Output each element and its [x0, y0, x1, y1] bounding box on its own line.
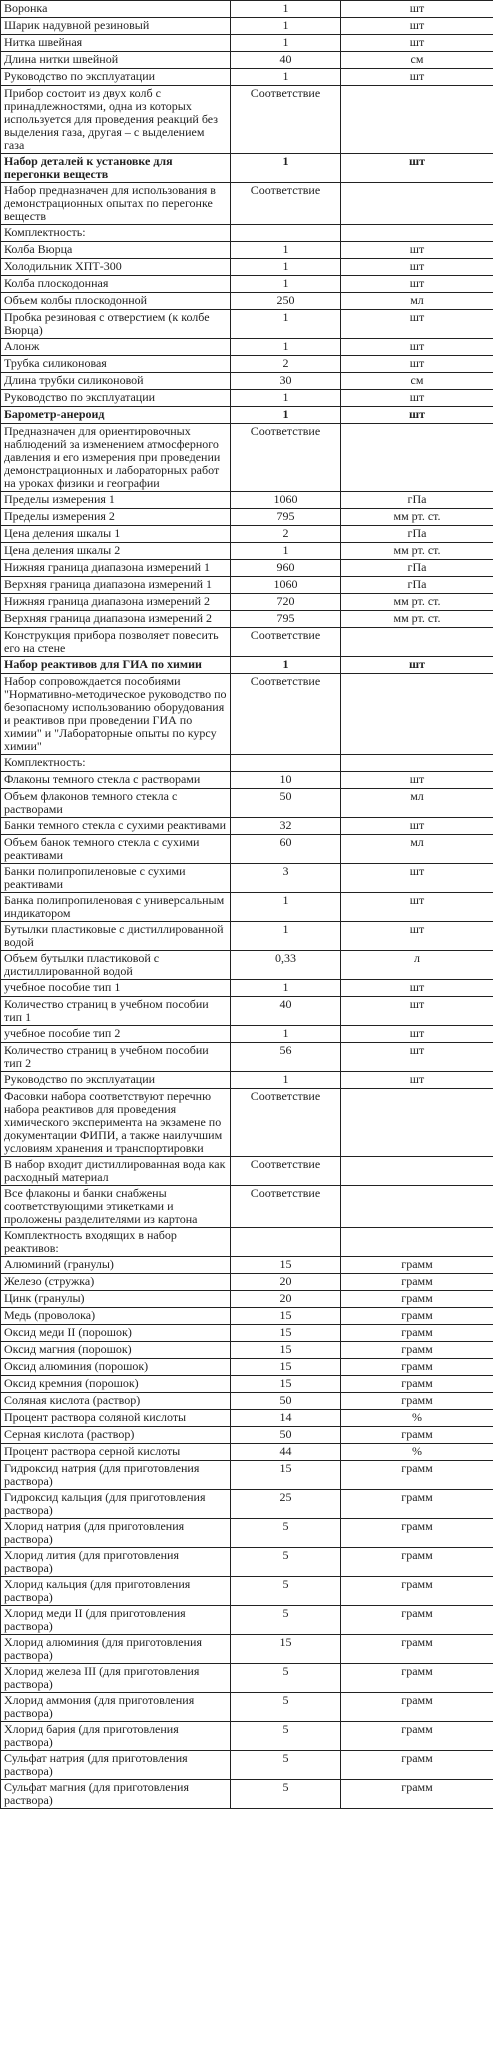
cell-name: Гидроксид кальция (для приготовления раствора) — [1, 1490, 231, 1519]
table-row — [1, 86, 493, 154]
cell-unit: грамм — [341, 1274, 493, 1291]
cell-name: Объем колбы плоскодонной — [1, 293, 231, 310]
table-row — [1, 1342, 493, 1359]
cell-unit: мл — [341, 835, 493, 864]
cell-unit: шт — [341, 242, 493, 259]
cell-unit: мм рт. ст. — [341, 611, 493, 628]
cell-value: 2 — [231, 356, 341, 373]
cell-unit: шт — [341, 864, 493, 893]
cell-name: Руководство по эксплуатации — [1, 390, 231, 407]
cell-name: Трубка силиконовая — [1, 356, 231, 373]
cell-value: Соответствие — [231, 1186, 341, 1228]
cell-value: 1 — [231, 242, 341, 259]
cell-unit: шт — [341, 310, 493, 339]
table-row — [1, 922, 493, 951]
cell-unit: грамм — [341, 1577, 493, 1606]
cell-name: Хлорид железа III (для приготовления раствора) — [1, 1664, 231, 1693]
cell-value: 5 — [231, 1693, 341, 1722]
cell-unit: мл — [341, 789, 493, 818]
cell-unit: грамм — [341, 1635, 493, 1664]
cell-value: 20 — [231, 1274, 341, 1291]
cell-unit: грамм — [341, 1693, 493, 1722]
cell-unit: шт — [341, 818, 493, 835]
table-row — [1, 1461, 493, 1490]
table-row — [1, 1780, 493, 1809]
table-row — [1, 1089, 493, 1157]
cell-name: Холодильник ХПТ-300 — [1, 259, 231, 276]
cell-value: 15 — [231, 1342, 341, 1359]
cell-value: 1 — [231, 980, 341, 997]
table-row — [1, 864, 493, 893]
cell-name: Нитка швейная — [1, 35, 231, 52]
cell-value: 795 — [231, 509, 341, 526]
table-row — [1, 1577, 493, 1606]
cell-value: 1060 — [231, 577, 341, 594]
table-row — [1, 772, 493, 789]
cell-name: Объем флаконов темного стекла с растворами — [1, 789, 231, 818]
cell-value: 15 — [231, 1308, 341, 1325]
table-row — [1, 674, 493, 755]
table-row — [1, 1376, 493, 1393]
cell-value: 1060 — [231, 492, 341, 509]
cell-name: Все флаконы и банки снабжены соответствующими этикетками и проложены разделителями из картона — [1, 1186, 231, 1228]
table-row — [1, 1, 493, 18]
cell-unit: грамм — [341, 1257, 493, 1274]
cell-value: 1 — [231, 69, 341, 86]
table-row — [1, 339, 493, 356]
table-row — [1, 628, 493, 657]
cell-unit: грамм — [341, 1606, 493, 1635]
cell-value: 5 — [231, 1548, 341, 1577]
table-row — [1, 373, 493, 390]
cell-unit: шт — [341, 154, 493, 183]
cell-value: 1 — [231, 922, 341, 951]
cell-unit: грамм — [341, 1427, 493, 1444]
cell-value: 1 — [231, 259, 341, 276]
cell-value: 795 — [231, 611, 341, 628]
table-row — [1, 310, 493, 339]
table-row — [1, 997, 493, 1026]
cell-value: 40 — [231, 52, 341, 69]
cell-name: Руководство по эксплуатации — [1, 1072, 231, 1089]
table-row — [1, 1722, 493, 1751]
cell-name: Набор предназначен для использования в демонстрационных опытах по перегонке веществ — [1, 183, 231, 225]
cell-name: Медь (проволока) — [1, 1308, 231, 1325]
cell-unit — [341, 674, 493, 755]
cell-unit: л — [341, 951, 493, 980]
cell-name: Цена деления шкалы 2 — [1, 543, 231, 560]
cell-value: 50 — [231, 789, 341, 818]
cell-value: 5 — [231, 1780, 341, 1809]
cell-name: Серная кислота (раствор) — [1, 1427, 231, 1444]
cell-value: 2 — [231, 526, 341, 543]
table-row — [1, 818, 493, 835]
table-row — [1, 1635, 493, 1664]
cell-name: Оксид кремния (порошок) — [1, 1376, 231, 1393]
cell-unit — [341, 1157, 493, 1186]
table-row — [1, 356, 493, 373]
cell-unit: грамм — [341, 1359, 493, 1376]
cell-name: Хлорид бария (для приготовления раствора) — [1, 1722, 231, 1751]
table-row — [1, 1548, 493, 1577]
table-row — [1, 276, 493, 293]
cell-value: 1 — [231, 339, 341, 356]
table-row — [1, 1693, 493, 1722]
cell-name: Алюминий (гранулы) — [1, 1257, 231, 1274]
table-row — [1, 1274, 493, 1291]
table-row — [1, 543, 493, 560]
cell-name: Цена деления шкалы 1 — [1, 526, 231, 543]
cell-unit: грамм — [341, 1548, 493, 1577]
table-row — [1, 509, 493, 526]
cell-value: 56 — [231, 1043, 341, 1072]
cell-name: Пределы измерения 2 — [1, 509, 231, 526]
cell-value: Соответствие — [231, 183, 341, 225]
table-row — [1, 1427, 493, 1444]
cell-value: 1 — [231, 18, 341, 35]
cell-name: Комплектность: — [1, 755, 231, 772]
cell-name: Длина нитки швейной — [1, 52, 231, 69]
table-row — [1, 611, 493, 628]
cell-value: 15 — [231, 1257, 341, 1274]
cell-value: 1 — [231, 310, 341, 339]
cell-name: Барометр-анероид — [1, 407, 231, 424]
cell-name: Хлорид кальция (для приготовления раствора) — [1, 1577, 231, 1606]
cell-name: Воронка — [1, 1, 231, 18]
table-row — [1, 225, 493, 242]
cell-name: В набор входит дистиллированная вода как расходный материал — [1, 1157, 231, 1186]
cell-value: 10 — [231, 772, 341, 789]
cell-value: 5 — [231, 1751, 341, 1780]
cell-name: Длина трубки силиконовой — [1, 373, 231, 390]
cell-value: 60 — [231, 835, 341, 864]
cell-unit: шт — [341, 390, 493, 407]
cell-value: 5 — [231, 1664, 341, 1693]
cell-unit: грамм — [341, 1376, 493, 1393]
cell-unit — [341, 628, 493, 657]
table-row — [1, 577, 493, 594]
cell-value: 1 — [231, 276, 341, 293]
table-row — [1, 1072, 493, 1089]
cell-name: Оксид магния (порошок) — [1, 1342, 231, 1359]
table-row — [1, 789, 493, 818]
cell-value: 15 — [231, 1635, 341, 1664]
cell-name: Объем бутылки пластиковой с дистиллированной водой — [1, 951, 231, 980]
cell-unit: шт — [341, 772, 493, 789]
cell-value: 1 — [231, 1, 341, 18]
cell-unit: шт — [341, 1043, 493, 1072]
cell-value: 5 — [231, 1519, 341, 1548]
cell-unit: грамм — [341, 1722, 493, 1751]
cell-value: 50 — [231, 1427, 341, 1444]
cell-name: Оксид алюминия (порошок) — [1, 1359, 231, 1376]
cell-unit: см — [341, 373, 493, 390]
cell-unit: % — [341, 1444, 493, 1461]
cell-value: 1 — [231, 35, 341, 52]
cell-unit: гПа — [341, 577, 493, 594]
cell-value — [231, 225, 341, 242]
cell-name: Бутылки пластиковые с дистиллированной водой — [1, 922, 231, 951]
cell-unit: шт — [341, 339, 493, 356]
cell-unit: мм рт. ст. — [341, 509, 493, 526]
table-row — [1, 424, 493, 492]
table-row — [1, 1257, 493, 1274]
table-row — [1, 1410, 493, 1427]
cell-unit: гПа — [341, 492, 493, 509]
cell-name: Объем банок темного стекла с сухими реактивами — [1, 835, 231, 864]
cell-unit: шт — [341, 35, 493, 52]
cell-name: Железо (стружка) — [1, 1274, 231, 1291]
cell-unit: грамм — [341, 1393, 493, 1410]
cell-value: Соответствие — [231, 424, 341, 492]
cell-name: Верхняя граница диапазона измерений 1 — [1, 577, 231, 594]
cell-unit: грамм — [341, 1308, 493, 1325]
cell-name: Колба плоскодонная — [1, 276, 231, 293]
cell-name: Флаконы темного стекла с растворами — [1, 772, 231, 789]
cell-value: 0,33 — [231, 951, 341, 980]
cell-name: Хлорид лития (для приготовления раствора) — [1, 1548, 231, 1577]
table-row — [1, 242, 493, 259]
cell-unit: мл — [341, 293, 493, 310]
cell-value: Соответствие — [231, 674, 341, 755]
cell-value: 1 — [231, 543, 341, 560]
cell-unit: шт — [341, 1072, 493, 1089]
cell-name: Банки полипропиленовые с сухими реактивами — [1, 864, 231, 893]
cell-value: 15 — [231, 1359, 341, 1376]
cell-name: Цинк (гранулы) — [1, 1291, 231, 1308]
cell-value: 15 — [231, 1376, 341, 1393]
cell-name: Хлорид аммония (для приготовления раствора) — [1, 1693, 231, 1722]
table-row — [1, 526, 493, 543]
cell-value: 44 — [231, 1444, 341, 1461]
cell-unit: шт — [341, 69, 493, 86]
cell-value: 1 — [231, 893, 341, 922]
cell-name: Хлорид алюминия (для приготовления раствора) — [1, 1635, 231, 1664]
cell-name: Набор реактивов для ГИА по химии — [1, 657, 231, 674]
cell-name: Комплектность входящих в набор реактивов: — [1, 1228, 231, 1257]
table-row — [1, 657, 493, 674]
cell-name: Колба Вюрца — [1, 242, 231, 259]
table-row — [1, 1043, 493, 1072]
cell-value: Соответствие — [231, 628, 341, 657]
cell-unit: шт — [341, 997, 493, 1026]
cell-name: Количество страниц в учебном пособии тип 2 — [1, 1043, 231, 1072]
table-row — [1, 35, 493, 52]
cell-unit: шт — [341, 1026, 493, 1043]
table-row — [1, 1606, 493, 1635]
cell-unit — [341, 225, 493, 242]
cell-unit: шт — [341, 657, 493, 674]
table-row — [1, 1157, 493, 1186]
cell-name: Набор деталей к установке для перегонки веществ — [1, 154, 231, 183]
table-row — [1, 594, 493, 611]
table-row — [1, 1393, 493, 1410]
cell-name: Гидроксид натрия (для приготовления раствора) — [1, 1461, 231, 1490]
cell-value: 5 — [231, 1606, 341, 1635]
cell-unit: шт — [341, 922, 493, 951]
cell-name: Нижняя граница диапазона измерений 2 — [1, 594, 231, 611]
cell-unit: грамм — [341, 1780, 493, 1809]
table-row — [1, 951, 493, 980]
table-row — [1, 1026, 493, 1043]
cell-unit: грамм — [341, 1291, 493, 1308]
specification-table-body — [1, 1, 493, 1809]
table-row — [1, 1444, 493, 1461]
cell-unit: шт — [341, 1, 493, 18]
table-row — [1, 560, 493, 577]
cell-value — [231, 1228, 341, 1257]
cell-value: 250 — [231, 293, 341, 310]
cell-unit: грамм — [341, 1490, 493, 1519]
cell-value: 1 — [231, 154, 341, 183]
cell-unit — [341, 424, 493, 492]
cell-name: Сульфат магния (для приготовления раствора) — [1, 1780, 231, 1809]
cell-value: 40 — [231, 997, 341, 1026]
cell-unit: шт — [341, 259, 493, 276]
cell-name: Соляная кислота (раствор) — [1, 1393, 231, 1410]
table-row — [1, 1308, 493, 1325]
cell-unit: мм рт. ст. — [341, 594, 493, 611]
table-row — [1, 1751, 493, 1780]
table-row — [1, 1359, 493, 1376]
cell-value: Соответствие — [231, 1089, 341, 1157]
cell-unit — [341, 1186, 493, 1228]
cell-name: Хлорид меди II (для приготовления раствора) — [1, 1606, 231, 1635]
cell-value: 20 — [231, 1291, 341, 1308]
cell-name: Верхняя граница диапазона измерений 2 — [1, 611, 231, 628]
cell-name: Прибор состоит из двух колб с принадлежностями, одна из которых используется для проведения реакций без выделения газа, другая – с выделением газа — [1, 86, 231, 154]
table-row — [1, 755, 493, 772]
cell-unit: грамм — [341, 1664, 493, 1693]
cell-unit: гПа — [341, 526, 493, 543]
table-row — [1, 1228, 493, 1257]
cell-unit: шт — [341, 980, 493, 997]
cell-unit — [341, 1228, 493, 1257]
cell-unit: гПа — [341, 560, 493, 577]
cell-value: 25 — [231, 1490, 341, 1519]
cell-value: 50 — [231, 1393, 341, 1410]
cell-value: 5 — [231, 1577, 341, 1606]
cell-name: Комплектность: — [1, 225, 231, 242]
table-row — [1, 183, 493, 225]
cell-name: Набор сопровождается пособиями "Нормативно-методическое руководство по безопасному использованию оборудования и реактивов при проведении ГИА по химии" и "Лабораторные опыты по курсу химии" — [1, 674, 231, 755]
table-row — [1, 69, 493, 86]
cell-name: Фасовки набора соответствуют перечню набора реактивов для проведения химического эксперимента на экзамене по документации ФИПИ, а также наилучшим условиям хранения и транспортировки — [1, 1089, 231, 1157]
table-row — [1, 18, 493, 35]
cell-unit: шт — [341, 18, 493, 35]
cell-name: Количество страниц в учебном пособии тип 1 — [1, 997, 231, 1026]
cell-value: 14 — [231, 1410, 341, 1427]
cell-value: 3 — [231, 864, 341, 893]
cell-unit — [341, 755, 493, 772]
cell-unit: мм рт. ст. — [341, 543, 493, 560]
table-row — [1, 407, 493, 424]
cell-unit: шт — [341, 407, 493, 424]
cell-name: Пробка резиновая с отверстием (к колбе Вюрца) — [1, 310, 231, 339]
cell-value: 1 — [231, 1026, 341, 1043]
table-row — [1, 154, 493, 183]
cell-name: Банка полипропиленовая с универсальным индикатором — [1, 893, 231, 922]
cell-value: 1 — [231, 1072, 341, 1089]
table-row — [1, 492, 493, 509]
cell-value: 30 — [231, 373, 341, 390]
cell-value: 1 — [231, 657, 341, 674]
table-row — [1, 390, 493, 407]
cell-name: Конструкция прибора позволяет повесить его на стене — [1, 628, 231, 657]
table-row — [1, 1291, 493, 1308]
cell-value: 15 — [231, 1461, 341, 1490]
cell-name: Нижняя граница диапазона измерений 1 — [1, 560, 231, 577]
table-row — [1, 980, 493, 997]
cell-unit — [341, 183, 493, 225]
cell-value: 5 — [231, 1722, 341, 1751]
cell-unit: грамм — [341, 1325, 493, 1342]
cell-value: 720 — [231, 594, 341, 611]
cell-unit: грамм — [341, 1519, 493, 1548]
cell-name: учебное пособие тип 1 — [1, 980, 231, 997]
cell-value: 1 — [231, 390, 341, 407]
cell-name: Пределы измерения 1 — [1, 492, 231, 509]
cell-value: 1 — [231, 407, 341, 424]
table-row — [1, 1519, 493, 1548]
cell-name: Алонж — [1, 339, 231, 356]
cell-unit: шт — [341, 356, 493, 373]
cell-unit: грамм — [341, 1461, 493, 1490]
cell-value — [231, 755, 341, 772]
table-row — [1, 259, 493, 276]
table-row — [1, 1664, 493, 1693]
cell-value: Соответствие — [231, 1157, 341, 1186]
cell-value: 32 — [231, 818, 341, 835]
cell-name: Предназначен для ориентировочных наблюдений за изменением атмосферного давления и его измерения при проведении демонстрационных и лабораторных работ на уроках физики и географии — [1, 424, 231, 492]
cell-unit: грамм — [341, 1751, 493, 1780]
table-row — [1, 835, 493, 864]
cell-value: 960 — [231, 560, 341, 577]
cell-name: учебное пособие тип 2 — [1, 1026, 231, 1043]
table-row — [1, 293, 493, 310]
cell-value: 15 — [231, 1325, 341, 1342]
table-row — [1, 893, 493, 922]
table-row — [1, 1186, 493, 1228]
cell-unit: шт — [341, 276, 493, 293]
cell-name: Руководство по эксплуатации — [1, 69, 231, 86]
cell-name: Шарик надувной резиновый — [1, 18, 231, 35]
cell-unit: шт — [341, 893, 493, 922]
cell-name: Банки темного стекла с сухими реактивами — [1, 818, 231, 835]
cell-name: Сульфат натрия (для приготовления раствора) — [1, 1751, 231, 1780]
cell-unit — [341, 86, 493, 154]
cell-value: Соответствие — [231, 86, 341, 154]
cell-name: Процент раствора серной кислоты — [1, 1444, 231, 1461]
cell-unit: грамм — [341, 1342, 493, 1359]
cell-name: Хлорид натрия (для приготовления раствора) — [1, 1519, 231, 1548]
table-row — [1, 1325, 493, 1342]
table-row — [1, 52, 493, 69]
cell-unit: % — [341, 1410, 493, 1427]
cell-name: Оксид меди II (порошок) — [1, 1325, 231, 1342]
cell-unit: см — [341, 52, 493, 69]
table-row — [1, 1490, 493, 1519]
cell-name: Процент раствора соляной кислоты — [1, 1410, 231, 1427]
cell-unit — [341, 1089, 493, 1157]
